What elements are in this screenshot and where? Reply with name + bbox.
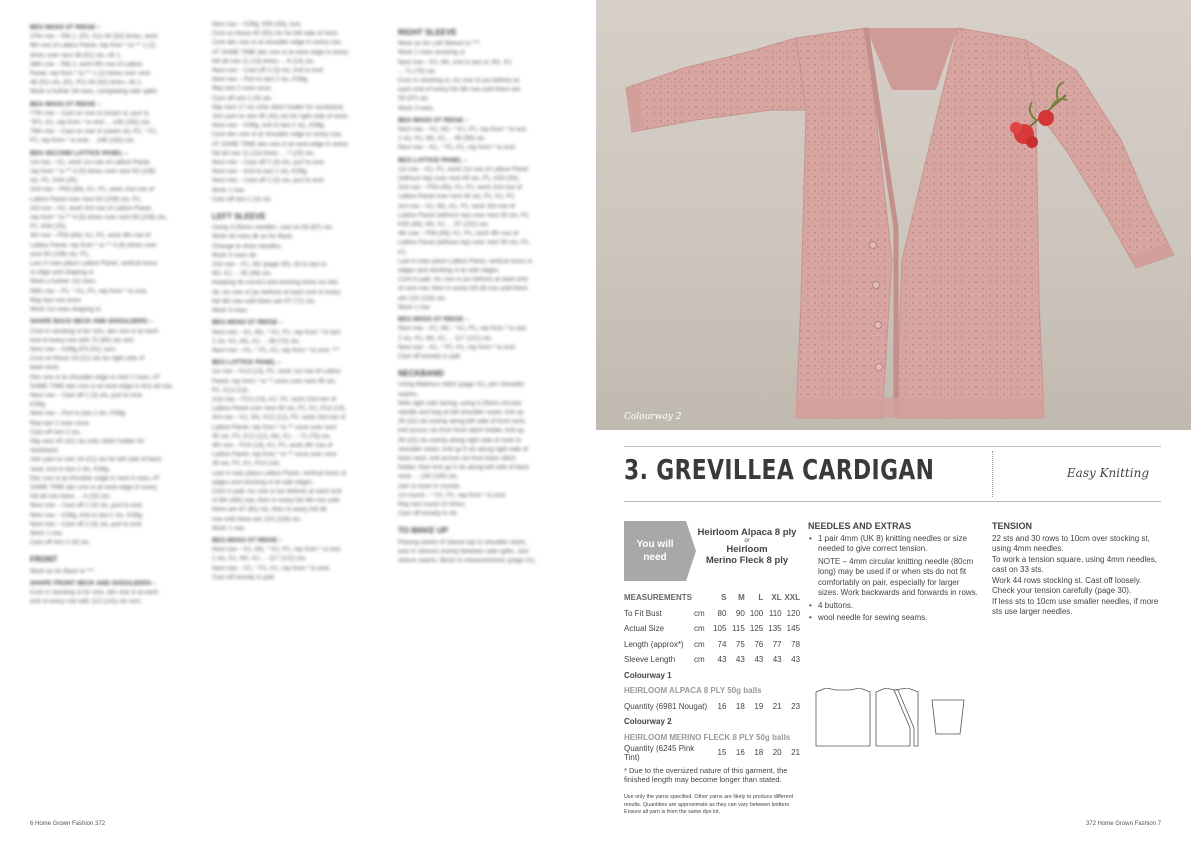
pattern-line: Next row – K39g, knit to last 2 sts, K39g. bbox=[30, 511, 144, 519]
size-header: L bbox=[758, 593, 764, 603]
pattern-line: P1, K44 (25). bbox=[30, 223, 68, 231]
pattern-line: P1, rep from * to end ... 146 (162) sts. bbox=[30, 137, 136, 145]
pattern-line: foll 4th row until there are 87 (71) sts. bbox=[212, 297, 316, 305]
pattern-line: Cast off loosely in rib. bbox=[398, 510, 459, 518]
yarn-disclaimer: Use only the yarns specified. Other yarns are likely to produce different results. Quantities are approximate as they can vary between knitters. Ensure all yarn is from the same dye lot. bbox=[624, 794, 794, 816]
measurement-unit: cm bbox=[694, 655, 705, 665]
photo-caption: Colourway 2 bbox=[624, 412, 682, 422]
pattern-line: 2 sts, K1, M1, K1 ... 117 (121) sts. bbox=[398, 334, 493, 342]
pattern-line: Join to work in rounds. bbox=[398, 482, 461, 490]
pattern-line: 1st round – * K1, P1, rep from * to end. bbox=[398, 491, 507, 499]
pattern-line: Next row – Knit to last 2 sts, K39g. bbox=[212, 168, 309, 176]
pattern-line: 37th row – Rib 1, (P1, K1) 44 (52) times, work bbox=[30, 33, 158, 41]
size-header: XL bbox=[771, 593, 782, 603]
pattern-line: 2 sts, K1, M1, K1 ... 95 (99) sts. bbox=[398, 135, 487, 143]
yarn-option-2-line2: Merino Fleck 8 ply bbox=[705, 555, 789, 566]
pattern-line: Cont dec one st at shoulder edge in every row, bbox=[212, 131, 342, 139]
pattern-column-3 bbox=[398, 20, 570, 565]
pattern-section-heading: LEFT SLEEVE bbox=[212, 212, 266, 222]
pattern-line: rep from * to ** 4 (5) times over next 93 (108) sts, bbox=[30, 214, 168, 222]
pattern-section-heading: FRONT bbox=[30, 555, 58, 565]
pattern-line: 3rd row – K1, M1, K12 (12), P1, work 3rd row of bbox=[212, 414, 346, 422]
pattern-subheading: BEG MOSS ST RIDGE – bbox=[212, 319, 283, 327]
pattern-line: next 93 (108) sts, P1. bbox=[30, 250, 90, 258]
measurement-value: 43 bbox=[772, 655, 782, 665]
pattern-line: Lattice Panel over next 45 sts, P1, K1, P13 (13). bbox=[212, 405, 347, 413]
quantity-value: 21 bbox=[791, 748, 801, 758]
pattern-line: sleeve seams. Block to measurements (page 21). bbox=[398, 556, 537, 564]
you-will-need-label bbox=[624, 521, 686, 581]
pattern-line: back neck. bbox=[30, 364, 61, 372]
pattern-line: 3rd row – K1, work 3rd row of Lattice Panel, bbox=[30, 204, 153, 212]
pattern-line: end of every row with 113 (141) sts rem. bbox=[30, 598, 142, 606]
pattern-line: 59th row – P1, * K1, P1, rep from * to end. bbox=[30, 287, 148, 295]
pattern-line: Work 3 rows. bbox=[398, 104, 435, 112]
tension-section bbox=[992, 521, 1162, 618]
quantity-value: 15 bbox=[717, 748, 727, 758]
pattern-line: Work a further 34 rows, completing side splits. bbox=[30, 88, 159, 96]
pattern-line: 39 (32) sts evenly along left side of front neck, bbox=[398, 418, 527, 426]
pattern-line: Lattice Panel, rep from * to ** once over next bbox=[212, 451, 337, 459]
pattern-line: AT SAME TIME dec one st at neck edge in every bbox=[212, 140, 349, 148]
pattern-line: 46 (51) sts, (K1, P1) 44 (52) times, rib 1. bbox=[30, 79, 143, 87]
pattern-line: row until there are 115 (119) sts. bbox=[212, 515, 302, 523]
measurement-value: 145 bbox=[786, 624, 801, 634]
pattern-line: K93 (94), M1, K1 ... 97 (101) sts. bbox=[398, 221, 490, 229]
pattern-line: Join yarn to rem 40 (41) sts for right side of neck. bbox=[212, 113, 349, 121]
pattern-subheading: SHAPE FRONT NECK AND SHOULDERS – bbox=[30, 579, 157, 587]
pattern-line: 6th row of Lattice Panel, rep from * to ** 1 (2) bbox=[30, 42, 156, 50]
pattern-line: shoulder seam, knit up 5 sts along right side of bbox=[398, 445, 528, 453]
measurement-label: Sleeve Length bbox=[624, 655, 676, 665]
measurement-values bbox=[708, 624, 800, 633]
yarn-or: or bbox=[744, 538, 750, 544]
measurements-header-row bbox=[624, 590, 800, 606]
pattern-subheading: BEG LATTICE PANEL – bbox=[398, 156, 468, 164]
measurement-label: To Fit Bust bbox=[624, 608, 662, 618]
pattern-line: are 115 (119) sts. bbox=[398, 294, 447, 302]
pattern-line: Last 4 rows place Lattice Panel, vertical moss bbox=[30, 260, 158, 268]
pattern-line: end of every row with 72 (80) sts rem. bbox=[30, 336, 136, 344]
you-will-need-box bbox=[624, 521, 800, 581]
pattern-line: Cont in patt, inc one st (as before) at each end bbox=[212, 487, 342, 495]
pattern-line: Cont dec one st at shoulder edge in every row, bbox=[212, 39, 342, 47]
pattern-line: Rep last 2 rows once. bbox=[30, 419, 91, 427]
needles-note: NOTE – 4mm circular knitting needle (80cm long) may be used if or when sts do not fit comfortably on pair, especially for larger sizes. Work backwards and forwards in rows. bbox=[818, 556, 978, 597]
quantity-label-c1: Quantity (6981 Nougat) bbox=[624, 701, 708, 711]
pattern-line: SAME TIME dec one st at neck edge in every bbox=[30, 483, 157, 491]
pattern-line: Using Mattress stitch (page 31), join shoulder bbox=[398, 381, 525, 389]
measurement-unit: cm bbox=[694, 608, 705, 618]
pattern-line: Cast off rem 2 (4) sts. bbox=[30, 539, 91, 547]
measurement-value: 120 bbox=[786, 608, 801, 618]
pattern-line: Dec one st at shoulder edge in next 4 rows, AT bbox=[30, 474, 161, 482]
pattern-column-2 bbox=[212, 20, 384, 582]
size-header: XXL bbox=[784, 593, 801, 603]
pattern-line: Next row – Purl to last 2 sts, P39g. bbox=[30, 410, 127, 418]
pattern-line: Panel, rep from * to ** 1 (2) times over next bbox=[30, 70, 151, 78]
pattern-line: Change to 4mm needles. bbox=[212, 242, 283, 250]
pattern-line: Next row – K1, * P1, K1, rep from * to end. *** bbox=[212, 346, 340, 354]
pattern-line: neck, knit to last 2 sts, K39g. bbox=[30, 465, 111, 473]
quantity-value: 20 bbox=[772, 748, 782, 758]
needles-and-extras bbox=[808, 521, 978, 626]
pattern-line: Next row – Cast off 2 (3) sts, purl to end. bbox=[212, 159, 325, 167]
pattern-line: 1st row – K1, work 1st row of Lattice Panel, bbox=[30, 158, 151, 166]
measurement-row bbox=[624, 637, 800, 653]
pattern-line: Work 1st rows shaping st. bbox=[30, 306, 102, 314]
pattern-line: Work 4 rows rib. bbox=[212, 251, 258, 259]
measurement-values bbox=[708, 640, 800, 649]
pattern-line: each end of every foll 4th row until there are bbox=[398, 86, 521, 94]
pattern-subheading: SHAPE BACK NECK AND SHOULDERS – bbox=[30, 318, 153, 326]
pattern-line: AT SAME TIME dec one st at neck edge in every bbox=[212, 48, 349, 56]
quantity-row-c2 bbox=[624, 745, 800, 761]
measurement-unit: cm bbox=[694, 624, 705, 634]
measurements-table bbox=[624, 590, 800, 761]
measurement-value: 110 bbox=[768, 608, 782, 618]
pattern-subheading: BEG LATTICE PANEL – bbox=[212, 359, 282, 367]
needles-item-1: • 1 pair 4mm (UK 8) knitting needles or size needed to give correct tension. bbox=[808, 534, 978, 555]
measurement-value: 80 bbox=[717, 608, 727, 618]
pattern-line: 1st row – K13 (13), P1, work 1st row of Lattice bbox=[212, 368, 341, 376]
pattern-line: Next row – K39g, knit to last 2 sts, K39g. bbox=[212, 122, 326, 130]
pattern-line: Panel, rep from * to ** once over next 45 sts, bbox=[212, 377, 337, 385]
pattern-column-1 bbox=[30, 20, 200, 606]
pattern-line: needle and beg at left shoulder seam, knit up bbox=[398, 408, 524, 416]
pattern-line: Cast off rem 3 sts. bbox=[30, 428, 81, 436]
pattern-line: Next row – K39g (P3 (51), turn. bbox=[30, 345, 118, 353]
pattern-line: Cont in stocking st for size, dec one st at each bbox=[30, 588, 159, 596]
pattern-line: Lattice Panel (without rep) over next 45 sts, P1, bbox=[398, 211, 531, 219]
pattern-line: (without rep) over next 45 sts, P1, K93 (93). bbox=[398, 175, 520, 183]
measurement-value: 43 bbox=[791, 655, 801, 665]
difficulty-label: Easy Knitting bbox=[1066, 466, 1149, 480]
pattern-subheading: BEG MOSS ST RIDGE – bbox=[30, 100, 101, 108]
size-header: M bbox=[738, 593, 745, 603]
pattern-line: Next row – K39g, K50 (55), turn. bbox=[212, 21, 303, 28]
pattern-line: Lattice Panel over next 45 sts, P1, K1, P1. bbox=[398, 193, 516, 201]
pattern-subheading: BEG MOSS ST RIDGE – bbox=[398, 116, 469, 124]
pattern-line: edges and stocking st at side edges. bbox=[398, 267, 500, 275]
pattern-line: 45 sts, P1, K12 (12), M1, K1 ... 71 (75) sts. bbox=[212, 432, 332, 440]
pattern-line: Next row – K1, * P1, K1, rep from * to end. bbox=[398, 343, 517, 351]
quantity-value: 19 bbox=[754, 701, 764, 711]
pattern-line: 39 (32) sts evenly along right side of neck to bbox=[398, 436, 522, 444]
measurement-value: 78 bbox=[791, 639, 801, 649]
pattern-line: Next row – Cast off 2 (3) sts, purl to end. bbox=[30, 520, 143, 528]
needles-item-2: • 4 buttons. bbox=[808, 601, 978, 612]
quantity-values-c1 bbox=[708, 702, 800, 711]
pattern-line: *(P1, K1, rep from * to end ... 146 (162) sts. bbox=[30, 119, 152, 127]
title-divider bbox=[992, 451, 993, 497]
pattern-line: rib, inc one st (as before) at each end of every bbox=[212, 288, 341, 296]
pattern-line: Next row – K1, M1, * K1, P1, rep from * to last bbox=[398, 325, 527, 333]
pattern-line: Rep last row once. bbox=[30, 296, 83, 304]
pattern-line: Cont on these 40 (50) sts for left side of neck. bbox=[212, 30, 340, 38]
quantity-value: 16 bbox=[735, 748, 745, 758]
measurement-value: 105 bbox=[713, 624, 727, 634]
measurement-values bbox=[708, 609, 800, 618]
pattern-line: 38th row – Rib 2, work 6th row of Lattice bbox=[30, 60, 143, 68]
tension-para-3: Work 44 rows stocking st. Cast off loosely. bbox=[992, 575, 1142, 585]
pattern-line: Lattice Panel, rep from * to ** once over next bbox=[212, 423, 337, 431]
measurement-value: 100 bbox=[749, 608, 764, 618]
pattern-line: With right side facing, using 3.25mm circular bbox=[398, 399, 522, 407]
pattern-line: Work 1 row. bbox=[212, 186, 246, 194]
pattern-line: P1, K13 (13). bbox=[212, 386, 250, 394]
tension-title: TENSION bbox=[992, 521, 1033, 531]
colourway-1-heading: Colourway 1 bbox=[624, 670, 672, 680]
pattern-line: Using 3.25mm needles, cast on 63 (67) sts. bbox=[212, 224, 334, 232]
pattern-line: ... 71 (75) sts. bbox=[398, 67, 437, 75]
pattern-line: 4th row – P53 (64), K1, P1, work 4th row of bbox=[30, 232, 151, 240]
pattern-line: of 6th (4th) row, then in every foll 4th row until bbox=[212, 497, 340, 505]
tension-para-5: If less sts to 10cm use smaller needles, if more sts use larger needles. bbox=[992, 596, 1159, 616]
pattern-line: Last 4 rows place Lattice Panel, vertical moss st bbox=[212, 469, 347, 477]
pattern-line: holder, then knit up 5 sts along left side of back bbox=[398, 464, 529, 472]
quantity-value: 21 bbox=[772, 701, 782, 711]
measurement-value: 135 bbox=[768, 624, 782, 634]
pattern-line: 78th row – Cast on one st (seam st), P1, * K1, bbox=[30, 128, 159, 136]
quantity-value: 23 bbox=[791, 701, 801, 711]
page-number-left: 6 Home Grown Fashion 372 bbox=[30, 821, 106, 827]
quantity-value: 18 bbox=[735, 701, 745, 711]
pattern-line: Next row – Cast off 2 (3) sts, purl to end. bbox=[212, 177, 325, 185]
pattern-line: Cont in stocking st for size, dec one st at each bbox=[30, 327, 159, 335]
page-title: 3. GREVILLEA CARDIGAN bbox=[624, 453, 935, 486]
pattern-line: Work 1 row. bbox=[398, 303, 432, 311]
measurement-rows bbox=[624, 606, 800, 668]
pattern-line: SAME TIME dec one st at neck edge in first alt row. bbox=[30, 382, 174, 390]
pattern-line: Cast off loosely in patt. bbox=[212, 573, 276, 581]
measurement-value: 76 bbox=[754, 639, 764, 649]
pattern-line: Next row – K1, M1, knit to last st, M1, K1 bbox=[398, 58, 512, 66]
pattern-line: Keeping rib correct and working extra sts into bbox=[212, 279, 338, 287]
pattern-line: Lattice Panel, rep from * to ** 4 (5) times over bbox=[30, 241, 157, 249]
pattern-line: M1, K1 ... 65 (69) sts. bbox=[212, 270, 273, 278]
cardigan-photo bbox=[596, 0, 1191, 430]
pattern-line: 2nd row – P13 (13), K1, P1, work 2nd row of bbox=[212, 395, 336, 403]
measurement-value: 90 bbox=[735, 608, 745, 618]
pattern-line: Lattice Panel over next 93 (108) sts, P1. bbox=[30, 195, 143, 203]
garment-schematic bbox=[814, 688, 979, 748]
pattern-line: K1. bbox=[398, 248, 408, 256]
pattern-line: Cont in stocking st, inc one st (as before) at bbox=[398, 77, 520, 85]
pattern-line: 77th row – Cast on one st (seam st, purl st, bbox=[30, 109, 151, 117]
pattern-line: times over next 46 (51) sts, rib 1. bbox=[30, 51, 122, 59]
pattern-section-heading: TO MAKE UP bbox=[398, 526, 449, 536]
you-will-need-line2: need bbox=[643, 552, 667, 563]
quantity-value: 18 bbox=[754, 748, 764, 758]
pattern-line: there are 87 (81) sts, then in every foll alt bbox=[212, 506, 327, 514]
pattern-line: Work 2 rows stocking st. bbox=[398, 49, 467, 57]
measurement-row bbox=[624, 652, 800, 668]
pattern-line: 2 sts, K1, M1, K1 ... 117 (121) sts. bbox=[212, 555, 307, 563]
measurement-label: Actual Size bbox=[624, 624, 665, 634]
needles-item-3: • wool needle for sewing seams. bbox=[808, 613, 978, 624]
pattern-line: Next row – K1, * P1, K1, rep from * to end. bbox=[398, 144, 517, 152]
pattern-line: 3rd row – K1, M1, K1, P1, work 3rd row of bbox=[398, 202, 515, 210]
pattern-line: Placing centre of sleeve top to shoulder seam, bbox=[398, 538, 528, 546]
colourway-1-yarn: HEIRLOOM ALPACA 8 PLY 50g balls bbox=[624, 686, 762, 696]
pattern-line: foll alt row 11 (13) times ... 6 (14) sts. bbox=[212, 57, 316, 65]
pattern-line: Next row – K1, M1, * K1, P1, rep from * to last bbox=[212, 328, 341, 336]
pattern-section-heading: RIGHT SLEEVE bbox=[398, 28, 457, 37]
measurement-value: 75 bbox=[735, 639, 745, 649]
pattern-line: Cont on these 14 (21) sts for right side of bbox=[30, 355, 145, 363]
pattern-line: Next row – K1, M1, * K1, P1, rep from * to last bbox=[212, 546, 341, 554]
pattern-line: Next row – K1, M1, * K1, P1, rep from * to last bbox=[398, 126, 527, 134]
pattern-line: 2nd row – P93 (93), K1, P1, work 2nd row of bbox=[398, 184, 522, 192]
pattern-line: rep from * to ** 4 (5) times over next 93 (108) bbox=[30, 168, 156, 176]
yarn-option-1: Heirloom Alpaca 8 ply bbox=[697, 527, 797, 538]
tension-para-2: To work a tension square, using 4mm needles, cast on 33 sts. bbox=[992, 554, 1157, 574]
pattern-line: 1st row – K1, P1, work 1st row of Lattice Panel bbox=[398, 165, 529, 173]
tension-para-4: Check your tension carefully (page 30). bbox=[992, 586, 1132, 595]
pattern-line: Cast off rem 2 (4) sts. bbox=[212, 195, 273, 203]
quantity-label-c2: Quantity (6245 Pink Tint) bbox=[624, 743, 695, 762]
pattern-line: Slip next 40 (41) sts onto stitch holder for bbox=[30, 437, 145, 445]
pattern-line: knit across sts from front stitch holder, knit up bbox=[398, 427, 524, 435]
pattern-line: foll alt row twice ... 4 (10) sts. bbox=[30, 493, 112, 501]
pattern-line: Cast off loosely in patt. bbox=[398, 352, 462, 360]
measurement-values bbox=[708, 655, 800, 664]
pattern-line: seams. bbox=[398, 390, 419, 398]
pattern-line: 2 sts, K1, M1, K1 ... 69 (73) sts. bbox=[212, 337, 301, 345]
pattern-line: Lattice Panel (without rep) over next 45 sts, P1. bbox=[398, 239, 531, 247]
pattern-line: Work rib rows dk as for Back. bbox=[212, 233, 294, 241]
size-columns bbox=[708, 593, 800, 602]
pattern-line: sts, P1, K44 (25). bbox=[30, 177, 79, 185]
measurement-value: 115 bbox=[732, 624, 745, 634]
yarn-list bbox=[682, 527, 812, 566]
pattern-line: Dec one st at shoulder edge in next 2 rows, AT bbox=[30, 373, 161, 381]
pattern-line: Next row – K1, * P1, K1, rep from * to end. bbox=[212, 564, 331, 572]
needles-title: NEEDLES AND EXTRAS bbox=[808, 521, 912, 531]
pattern-line: of next row, then in every foll alt row until there bbox=[398, 285, 528, 293]
pattern-line: Work 1 row. bbox=[30, 529, 64, 537]
pattern-line: Cast off rem 2 (4) sts. bbox=[212, 94, 273, 102]
pattern-line: neckband. bbox=[30, 447, 60, 455]
colourway-2-heading: Colourway 2 bbox=[624, 717, 672, 727]
pattern-line: back neck, knit across sts from back stitch bbox=[398, 454, 516, 462]
pattern-subheading: BEG MOSS ST RIDGE – bbox=[212, 536, 283, 544]
pattern-line: foll alt row 11 (13) times ... 7 (15) sts. bbox=[212, 149, 316, 157]
pattern-line: 4th row – P94 (94), K1, P1, work 4th row of bbox=[398, 230, 519, 238]
size-header: S bbox=[721, 593, 727, 603]
pattern-line: 2nd row – K1, M1 (page 40), rib to last st, bbox=[212, 261, 328, 269]
pattern-subheading: BEG SECOND LATTICE PANEL – bbox=[30, 149, 128, 157]
measurement-value: 125 bbox=[749, 624, 764, 634]
pattern-line: 93 (97) sts. bbox=[398, 95, 430, 103]
pattern-line: Join yarn to rem 16 (21) sts for left side of back bbox=[30, 456, 162, 464]
quantity-value: 16 bbox=[717, 701, 727, 711]
measurement-value: 77 bbox=[772, 639, 782, 649]
pattern-section-heading: NECKBAND bbox=[398, 369, 444, 379]
pattern-line: Work 3 rows. bbox=[212, 307, 249, 315]
pattern-line: 2nd row – P53 (64), K1, P1, work 2nd row of bbox=[30, 186, 154, 194]
pattern-line: Next row – Cast off 2 (3) sts, purl to end. bbox=[30, 502, 143, 510]
colourway-2-yarn: HEIRLOOM MERINO FLECK 8 PLY 50g balls bbox=[624, 732, 791, 742]
quantity-row-c1 bbox=[624, 699, 800, 715]
measurement-unit: cm bbox=[694, 639, 705, 649]
pattern-line: Work 1 row. bbox=[212, 524, 246, 532]
measurement-row bbox=[624, 606, 800, 622]
measurement-value: 43 bbox=[735, 655, 745, 665]
pattern-line: Last 4 rows place Lattice Panel, vertical moss st bbox=[398, 257, 533, 265]
pattern-line: edges and stocking st at side edges. bbox=[212, 478, 314, 486]
pattern-subheading: BEG MOSS ST RIDGE – bbox=[30, 24, 101, 31]
pattern-line: Next row – Cast off 2 (3) sts, purl to end, bbox=[30, 391, 143, 399]
cardigan-illustration bbox=[596, 0, 1191, 430]
pattern-line: Next row – Purl to last 2 sts, P39g. bbox=[212, 76, 309, 84]
pattern-line: Work as for Left Sleeve to ***. bbox=[398, 40, 482, 48]
pattern-line: Rep last 2 rows once. bbox=[212, 85, 273, 93]
pattern-line: Work a further 1st rows. bbox=[30, 278, 97, 286]
tension-para-1: 22 sts and 30 rows to 10cm over stocking st, using 4mm needles. bbox=[992, 533, 1150, 553]
right-page bbox=[596, 0, 1191, 842]
pattern-line: Work as for Back to ***. bbox=[30, 567, 96, 575]
pattern-line: 4th row – P14 (14), K1, P1, work 4th row of bbox=[212, 441, 333, 449]
measurement-value: 43 bbox=[754, 655, 764, 665]
pattern-line: st ridge and shaping st. bbox=[30, 269, 96, 277]
pattern-line: K39g. bbox=[30, 401, 47, 409]
quantity-values-c2 bbox=[708, 748, 800, 757]
page-number-right: 372 Home Grown Fashion 7 bbox=[1085, 821, 1161, 827]
needles-list bbox=[808, 534, 978, 555]
yarn-option-2-line1: Heirloom bbox=[726, 544, 768, 555]
pattern-line: Rep last round 10 times. bbox=[398, 500, 467, 508]
title-band bbox=[624, 446, 1161, 502]
pattern-line: Cont in patt, inc one st (as before) at each end bbox=[398, 276, 528, 284]
pattern-line: Slip next 17 sts onto stitch holder for neckband. bbox=[212, 103, 345, 111]
you-will-need-line1: You will bbox=[636, 539, 674, 550]
length-footnote: * Due to the oversized nature of this garment, the finished length may become longer than stated. bbox=[624, 766, 788, 784]
pattern-line: Next row – Cast off 2 (3) sts, knit to end. bbox=[212, 67, 325, 75]
pattern-line: sew in sleeves evenly between side splits. Join bbox=[398, 547, 529, 555]
pattern-line: 45 sts, P1, K1, P14 (14). bbox=[212, 460, 281, 468]
pattern-subheading: BEG MOSS ST RIDGE – bbox=[398, 316, 469, 324]
measurement-value: 43 bbox=[717, 655, 727, 665]
measurement-row bbox=[624, 621, 800, 637]
measurement-value: 74 bbox=[717, 639, 727, 649]
measurements-header: MEASUREMENTS bbox=[624, 593, 693, 603]
measurement-label: Length (approx*) bbox=[624, 639, 684, 649]
pattern-line: neck ... 136 (140) sts. bbox=[398, 473, 459, 481]
